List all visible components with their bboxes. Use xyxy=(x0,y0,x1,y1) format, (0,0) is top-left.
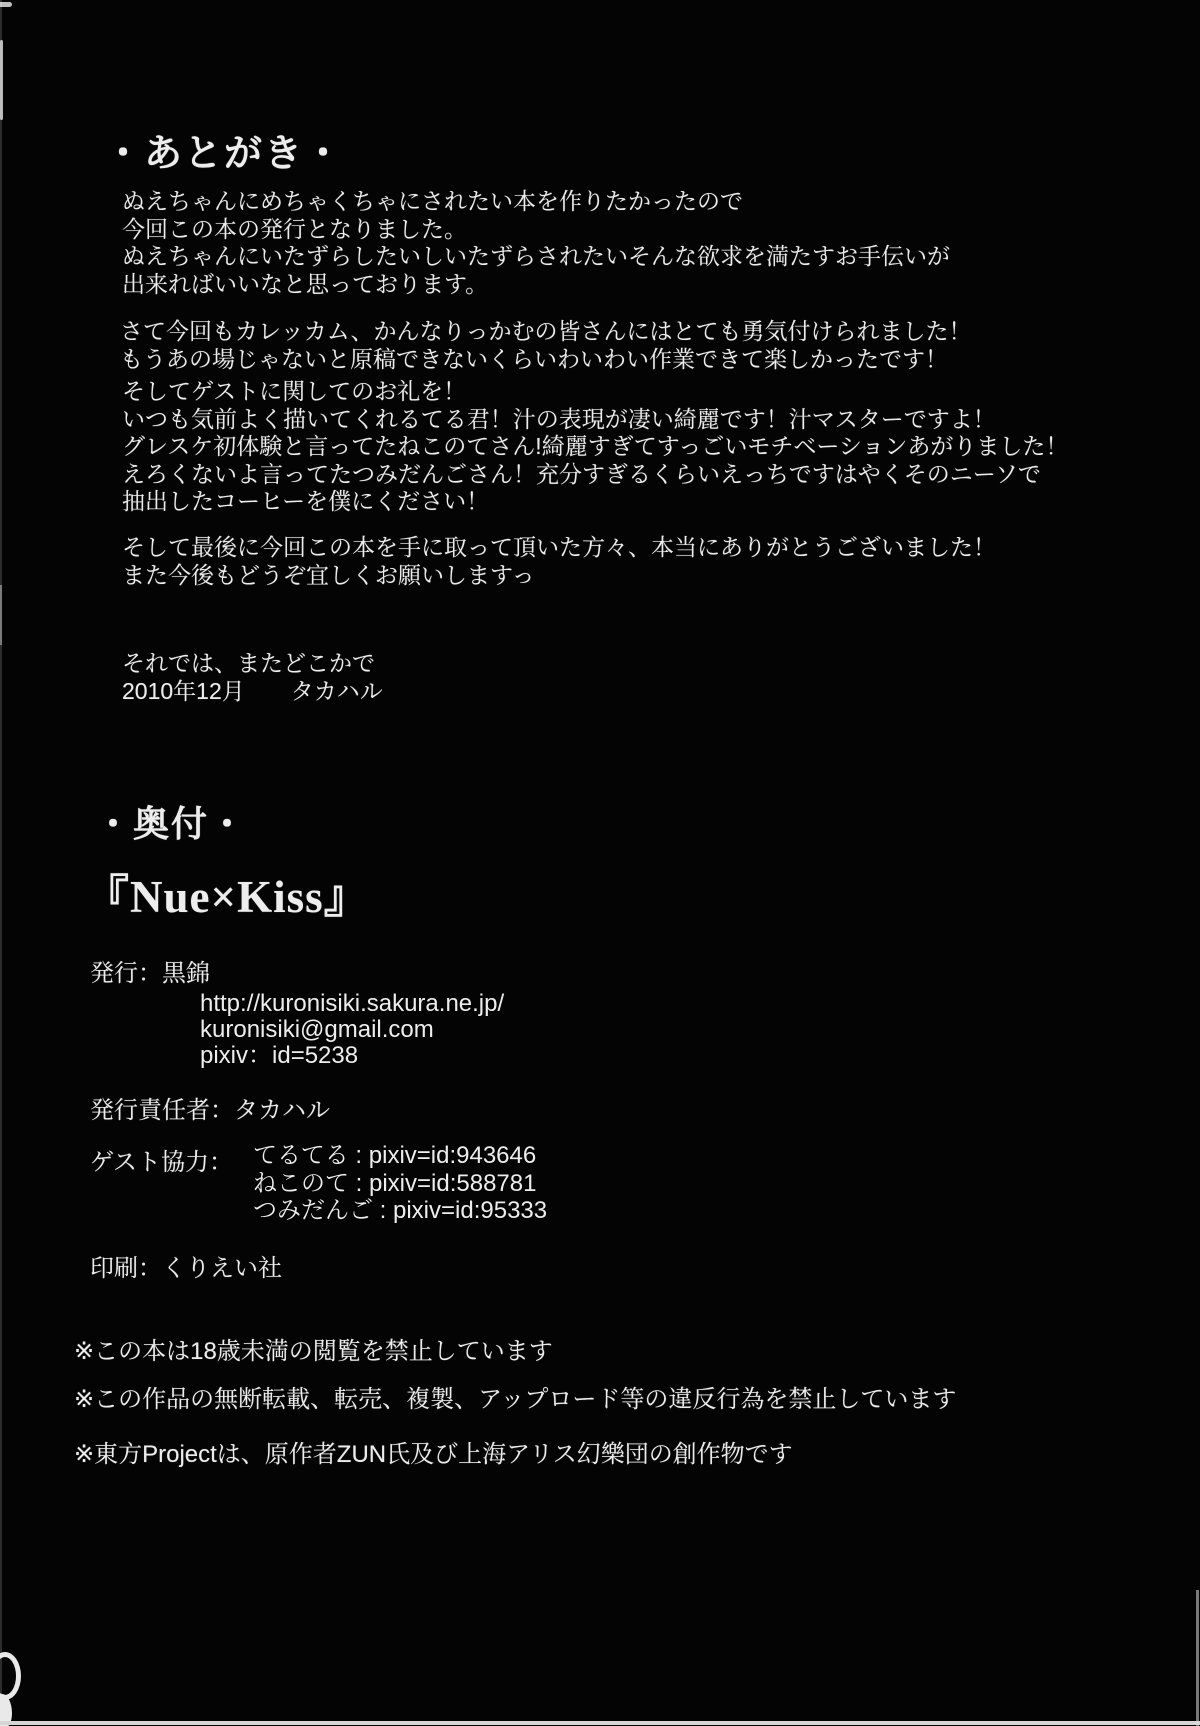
afterword-paragraph-3 xyxy=(122,378,1068,516)
scan-artifact-bottom-edge xyxy=(0,1721,1200,1725)
printer-line: 印刷：くりえい社 xyxy=(90,1255,282,1282)
editor-line: 発行責任者：タカハル xyxy=(90,1097,330,1124)
text-line: そしてゲストに関してのお礼を！ xyxy=(122,378,467,404)
text-line: グレスケ初体験と言ってたねこのてさん!綺麗すぎてすっごいモチベーションあがりました！ xyxy=(122,433,1069,459)
text-line: そして最後に今回この本を手に取って頂いた方々、本当にありがとうございました！ xyxy=(122,534,996,560)
notice-age-restriction: ※この本は18歳未満の閲覧を禁止しています xyxy=(74,1338,553,1365)
text-line: ねこのて : pixiv=id:588781 xyxy=(253,1169,537,1197)
publisher-line: 発行：黒錦 xyxy=(90,960,210,987)
afterword-paragraph-1 xyxy=(122,188,950,298)
text-line: 2010年12月 タカハル xyxy=(122,677,383,704)
notice-no-reproduction: ※この作品の無断転載、転売、複製、アップロード等の違反行為を禁止しています xyxy=(74,1386,957,1413)
text-line: http://kuronisiki.sakura.ne.jp/ xyxy=(200,990,505,1017)
text-line: つみだんご : pixiv=id:95333 xyxy=(253,1197,548,1224)
text-line: kuronisiki@gmail.com xyxy=(200,1016,434,1043)
text-line: てるてる : pixiv=id:943646 xyxy=(253,1142,537,1169)
text-line: pixiv：id=5238 xyxy=(200,1042,359,1069)
text-line: もうあの場じゃないと原稿できないくらいわいわい作業できて楽しかったです！ xyxy=(120,345,948,372)
text-line: それでは、またどこかで xyxy=(122,650,375,676)
guests-label: ゲスト協力： xyxy=(90,1149,234,1176)
page-number-partial xyxy=(0,1652,21,1700)
notice-touhou-credit: ※東方Projectは、原作者ZUN氏及び上海アリス幻樂団の創作物です xyxy=(74,1441,793,1468)
book-title: 『Nue×Kiss』 xyxy=(84,872,370,922)
afterword-signoff xyxy=(122,650,383,705)
text-line: 今回この本の発行となりました。 xyxy=(122,215,467,242)
scan-artifact-left-dash xyxy=(0,40,3,120)
colophon-title: ・奥付・ xyxy=(95,804,248,844)
text-line: 抽出したコーヒーを僕にください！ xyxy=(122,488,490,514)
afterword-paragraph-2 xyxy=(120,318,971,373)
scan-artifact-right-edge xyxy=(1196,1590,1199,1726)
text-line: ぬえちゃんにめちゃくちゃにされたい本を作りたかったので xyxy=(122,188,743,214)
text-line: さて今回もカレッカム、かんなりっかむの皆さんにはとても勇気付けられました！ xyxy=(120,318,972,344)
guests-list xyxy=(253,1142,547,1225)
scan-artifact-left-edge xyxy=(0,0,2,1726)
scan-artifact-top-left xyxy=(0,2,12,7)
afterword-title: ・あとがき・ xyxy=(104,133,345,175)
text-line: ぬえちゃんにいたずらしたいしいたずらされたいそんな欲求を満たすお手伝いが xyxy=(122,243,950,269)
scan-artifact-left-dash-2 xyxy=(0,585,2,645)
text-line: 出来ればいいなと思っております。 xyxy=(122,270,489,297)
publisher-details xyxy=(200,991,504,1069)
afterword-paragraph-4 xyxy=(122,534,996,589)
text-line: えろくないよ言ってたつみだんごさん！充分すぎるくらいえっちですはやくそのニーソで xyxy=(122,460,1041,487)
text-line: いつも気前よく描いてくれるてる君！汁の表現が凄い綺麗です！汁マスターですよ！ xyxy=(122,405,996,432)
text-line: また今後もどうぞ宜しくお願いしますっ xyxy=(122,561,535,588)
